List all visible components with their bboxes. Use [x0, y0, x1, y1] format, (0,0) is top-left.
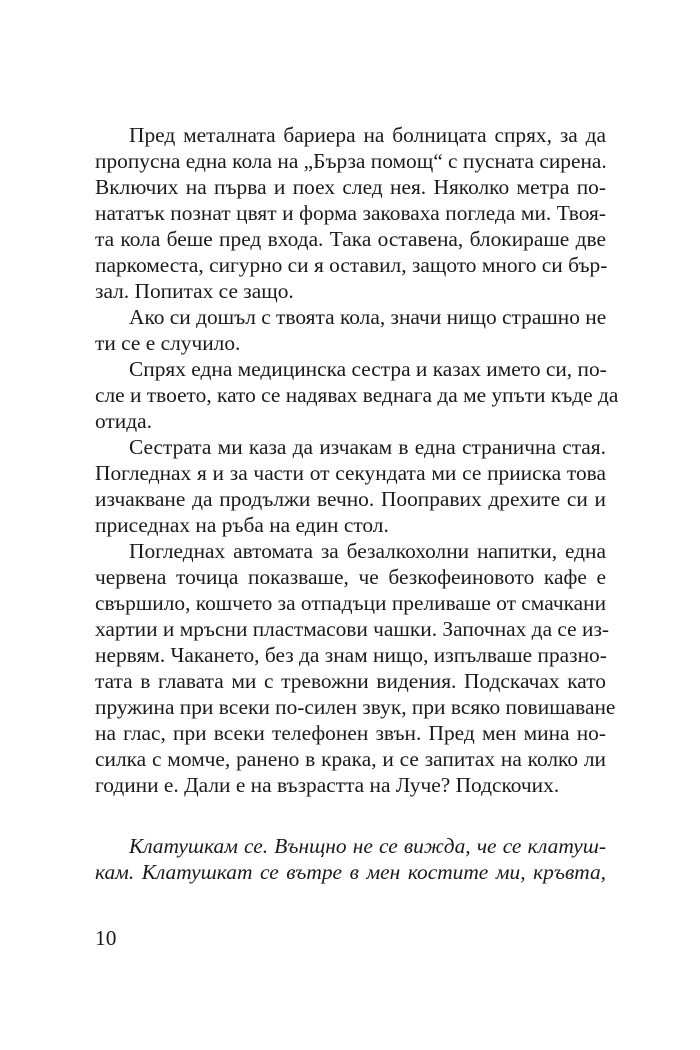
- text-line: свършило, кошчето за отпадъци преливаше от смачкани: [95, 591, 607, 615]
- text-line: отида.: [95, 409, 152, 433]
- text-line: червена точица показваше, че безкофеиновото кафе е: [95, 565, 606, 589]
- text-line: зал. Попитах се защо.: [95, 279, 294, 303]
- italic-line: кам. Клатушкат се вътре в мен костите ми, кръвта,: [95, 860, 606, 884]
- text-line: приседнах на ръба на един стол.: [95, 513, 389, 537]
- italic-passage: [95, 833, 606, 885]
- text-line: Ако си дошъл с твоята кола, значи нищо страшно не: [129, 305, 607, 329]
- text-line: Спрях една медицинска сестра и казах името си, по-: [129, 357, 607, 381]
- text-line: Включих на първа и поех след нея. Няколко метра по-: [95, 175, 606, 199]
- text-line: тата в главата ми с тревожни видения. Подскачах като: [95, 669, 606, 693]
- text-line: та кола беше пред входа. Така оставена, блокираше две: [95, 227, 606, 251]
- text-line: години е. Дали е на възрастта на Луче? Подскочих.: [95, 773, 560, 797]
- body-text: [95, 122, 619, 798]
- text-line: на глас, при всеки телефонен звън. Пред мен мина но-: [95, 721, 606, 745]
- text-line: изчакване да продължи вечно. Пооправих дрехите си и: [95, 487, 606, 511]
- text-line: нервям. Чакането, без да знам нищо, изпълваше празно-: [95, 643, 607, 667]
- text-line: пропусна една кола на „Бърза помощ“ с пусната сирена.: [95, 149, 607, 173]
- text-line: Сестрата ми каза да изчакам в една странична стая.: [129, 435, 606, 459]
- text-line: паркоместа, сигурно си я оставил, защото много си бър-: [95, 253, 608, 277]
- text-line: ти се е случило.: [95, 331, 241, 355]
- page-number: 10: [95, 926, 117, 950]
- text-line: хартии и мръсни пластмасови чашки. Започнах да се из-: [95, 617, 610, 641]
- text-line: Погледнах я и за части от секундата ми се прииска това: [95, 461, 606, 485]
- text-line: пружина при всеки по-силен звук, при всяко повишаване: [95, 695, 616, 719]
- text-line: сле и твоето, като се надявах веднага да ме упъти къде да: [95, 383, 619, 407]
- italic-line: Клатушкам се. Вънщно не се вижда, че се клатуш-: [129, 834, 606, 858]
- text-line: нататък познат цвят и форма заковаха погледа ми. Твоя-: [95, 201, 606, 225]
- text-line: Пред металната бариера на болницата спрях, за да: [129, 123, 606, 147]
- text-line: Погледнах автомата за безалкохолни напитки, една: [129, 539, 606, 563]
- text-line: силка с момче, ранено в крака, и се запитах на колко ли: [95, 747, 606, 771]
